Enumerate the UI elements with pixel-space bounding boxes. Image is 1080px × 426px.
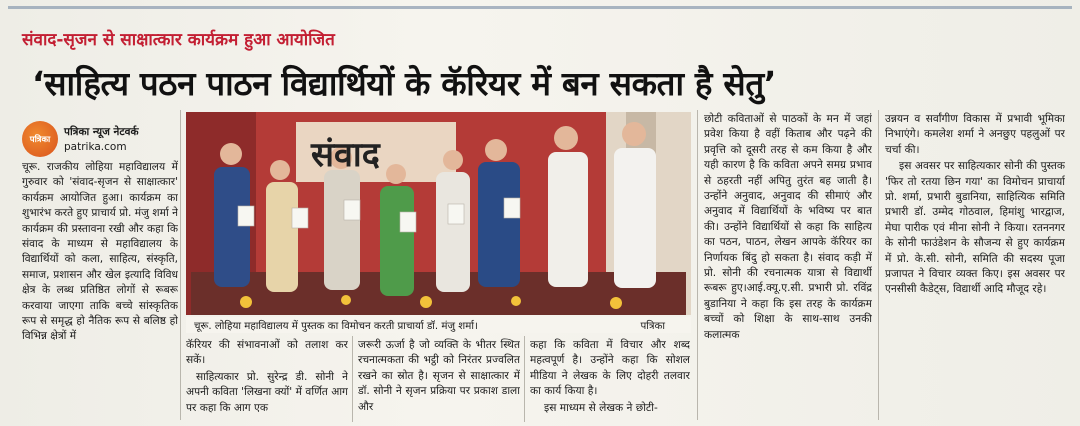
article-column-4	[530, 338, 690, 422]
column-rule	[352, 336, 353, 422]
paragraph: छोटी कविताओं से पाठकों के मन में जहां प्रवेश किया है वहीं किताब और पढ़ने की प्रवृत्ति को दूसरी तरह से कम किया है और यही कारण है कि कविता अपने समग्र प्रभाव से ठहरती नहीं अपितु तुरंत बह जाती है। उन्होंने अनुवाद, अनुवाद की सीमाएं और अनुवाद में विद्यार्थियों के भविष्य पर बात की। उन्होंने विद्यार्थियों से कहा कि साहित्य का पठन, पाठन, लेखन आपके कॅरियर का निर्णायक बिंदु हो सकता है। संवाद कड़ी में प्रो. सोनी की रचनात्मक यात्रा से विद्यार्थी रूबरू हुए।आई.क्यू.ए.सी. प्रभारी प्रो. रविंद्र बुडानिया ने कहा कि इस तरह के कार्यक्रम बच्चों को शिक्षा के साथ-साथ उनकी कलात्मक	[704, 113, 872, 341]
top-rule	[8, 6, 1072, 9]
kicker: संवाद-सृजन से साक्षात्कार कार्यक्रम हुआ आयोजित	[22, 30, 335, 50]
article-column-5	[704, 112, 872, 420]
paragraph: साहित्यकार प्रो. सुरेन्द्र डी. सोनी ने अपनी कविता 'लिखना क्यों' में वर्णित आग पर कहा कि आग एक	[186, 370, 348, 414]
logo-text: पत्रिका	[29, 134, 51, 145]
article-column-1	[22, 160, 178, 416]
paragraph: उन्नयन व सर्वांगीण विकास में प्रभावी भूमिका निभाएंगे। कमलेश शर्मा ने अनछुए पहलुओं पर चर्चा की।	[885, 113, 1065, 156]
photo-caption-bar	[186, 317, 691, 333]
photo-caption: चूरू. लोहिया महाविद्यालय में पुस्तक का विमोचन करती प्राचार्या डॉ. मंजु शर्मा।	[194, 321, 478, 332]
article-column-2	[186, 338, 348, 422]
agency-name: पत्रिका न्यूज नेटवर्क	[64, 126, 139, 138]
column-rule	[878, 110, 879, 420]
patrika-logo	[22, 121, 58, 157]
article-column-3	[358, 338, 520, 422]
paragraph: चूरू. राजकीय लोहिया महाविद्यालय में गुरुवार को 'संवाद-सृजन से साक्षात्कार' कार्यक्रम आयोजित हुआ। कार्यक्रम का शुभारंभ करते हुए प्राचार्य प्रो. मंजु शर्मा ने कार्यक्रम की प्रस्तावना रखी और कहा कि संवाद के माध्यम से महाविद्यालय के विद्यार्थियों को कला, साहित्य, संस्कृति, समाज, प्रशासन और खेल इत्यादि विविध क्षेत्र के लब्ध प्रतिष्ठित लोगों से रूबरू करवाया जाएगा ताकि बच्चे सांस्कृतिक रूप से समृद्ध हो नैतिक रूप से बलिष्ठ हो विभिन्न क्षेत्रों में	[22, 161, 178, 343]
paragraph: इस अवसर पर साहित्यकार सोनी की पुस्तक 'फिर तो रतया छिन गया' का विमोचन प्राचार्या प्रो. शर्मा, प्रभारी बुडानिया, साहित्यिक समिति प्रभारी डॉ. उम्मेद गोठवाल, हिमांशु भारद्वाज, मेघा पारीक एवं मीना सोनी ने किया। रतननगर के सोनी फाउंडेशन के सौजन्य से हुए कार्यक्रम में प्रो. के.सी. सोनी, समिति की सदस्य पूजा प्रजापत ने विचार व्यक्त किए। इस अवसर पर एनसीसी कैडेट्स, विद्यार्थी आदि मौजूद रहे।	[885, 160, 1065, 296]
paragraph: जरूरी ऊर्जा है जो व्यक्ति के भीतर स्थित रचनात्मकता की भट्ठी को निरंतर प्रज्वलित रखने का स्रोत है। सृजन से साक्षात्कार में डॉ. सोनी ने सृजन प्रक्रिया पर प्रकाश डाला और	[358, 339, 520, 413]
photo-illustration	[186, 112, 691, 315]
column-rule	[524, 336, 525, 422]
column-rule	[180, 110, 181, 420]
paragraph: कॅरियर की संभावनाओं को तलाश कर सकें।	[186, 339, 348, 367]
photo-banner-text: संवाद	[311, 135, 380, 175]
article-column-6	[885, 112, 1065, 420]
photo-credit: पत्रिका	[640, 321, 665, 332]
headline: ‘साहित्य पठन पाठन विद्यार्थियों के कॅरियर में बन सकता है सेतु’	[32, 64, 777, 103]
agency-url: patrika.com	[64, 141, 127, 153]
paragraph: कहा कि कविता में विचार और शब्द महत्वपूर्ण है। उन्होंने कहा कि सोशल मीडिया ने लेखक के लिए दोहरी तलवार का कार्य किया है।	[530, 339, 690, 398]
paragraph: इस माध्यम से लेखक ने छोटी-	[544, 401, 658, 414]
column-rule	[697, 110, 698, 420]
event-photo	[186, 112, 691, 315]
